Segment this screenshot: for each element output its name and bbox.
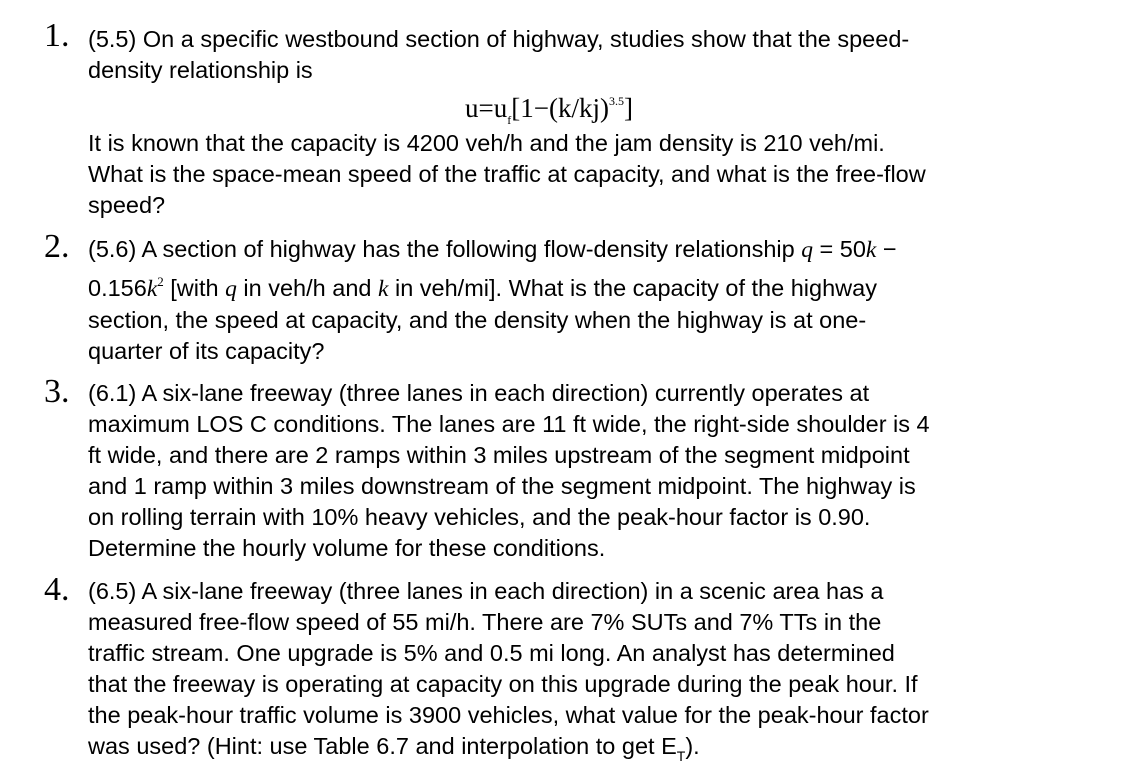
- text-run: (5.6) A section of highway has the following flow-density relationship: [88, 236, 802, 262]
- var-k: k: [378, 276, 389, 302]
- text-run: [with: [163, 275, 226, 301]
- var-k: k: [865, 237, 877, 263]
- problem-text: [88, 234, 1088, 367]
- text-line: that the freeway is operating at capacity on this upgrade during the peak hour. If: [88, 671, 918, 697]
- text-line: (5.5) On a specific westbound section of highway, studies show that the speed-: [88, 26, 910, 52]
- eq-exponent: 3.5: [608, 94, 624, 108]
- text-line: and 1 ramp within 3 miles downstream of the segment midpoint. The highway is: [88, 473, 916, 499]
- text-line: [88, 731, 1088, 772]
- text-line: maximum LOS C conditions. The lanes are 11 ft wide, the right-side shoulder is 4: [88, 411, 930, 437]
- text-line: Determine the hourly volume for these conditions.: [88, 535, 606, 561]
- problem-number: 4.: [44, 571, 70, 608]
- subscript-t: T: [676, 748, 686, 764]
- text-run: = 50: [812, 236, 866, 262]
- problem-number: 1.: [44, 17, 70, 54]
- text-line: speed?: [88, 192, 166, 218]
- text-line: (6.1) A six-lane freeway (three lanes in each direction) currently operates at: [88, 380, 870, 406]
- text-run: 0.156: [88, 275, 147, 301]
- text-line: section, the speed at capacity, and the density when the highway is at one-: [88, 307, 867, 333]
- var-q: q: [801, 237, 813, 263]
- eq-body: [1−(k/kj): [511, 93, 609, 123]
- text-line: [88, 266, 1088, 305]
- text-run: was used? (Hint: use Table 6.7 and interpolation to get E: [88, 733, 677, 759]
- text-line: density relationship is: [88, 57, 313, 83]
- var-q: q: [225, 276, 237, 302]
- text-line: (6.5) A six-lane freeway (three lanes in each direction) in a scenic area has a: [88, 578, 884, 604]
- text-run: ).: [685, 733, 700, 759]
- eq-subscript: f: [507, 113, 512, 127]
- text-line: [88, 234, 1088, 266]
- text-line: traffic stream. One upgrade is 5% and 0.5 mi long. An analyst has determined: [88, 640, 895, 666]
- text-line: on rolling terrain with 10% heavy vehicles, and the peak-hour factor is 0.90.: [88, 504, 871, 530]
- problem-number: 2.: [44, 228, 70, 265]
- var-k: k: [146, 276, 158, 302]
- eq-close: ]: [623, 93, 633, 123]
- text-run: in veh/h and: [236, 275, 378, 301]
- problem-text-continued: [88, 128, 1088, 221]
- text-line: It is known that the capacity is 4200 veh/h and the jam density is 210 veh/mi.: [88, 130, 885, 156]
- eq-lhs: u=u: [465, 93, 508, 123]
- text-line: What is the space-mean speed of the traffic at capacity, and what is the free-flow: [88, 161, 926, 187]
- problem-number: 3.: [44, 373, 70, 410]
- problem-text: [88, 24, 1088, 86]
- text-line: ft wide, and there are 2 ramps within 3 miles upstream of the segment midpoint: [88, 442, 910, 468]
- text-line: quarter of its capacity?: [88, 338, 325, 364]
- text-line: measured free-flow speed of 55 mi/h. There are 7% SUTs and 7% TTs in the: [88, 609, 882, 635]
- problem-text: [88, 576, 1088, 772]
- problem-text: [88, 378, 1088, 564]
- text-run: in veh/mi]. What is the capacity of the highway: [388, 275, 877, 301]
- exponent: 2: [157, 274, 164, 289]
- text-run: −: [876, 236, 897, 262]
- text-line: the peak-hour traffic volume is 3900 vehicles, what value for the peak-hour factor: [88, 702, 929, 728]
